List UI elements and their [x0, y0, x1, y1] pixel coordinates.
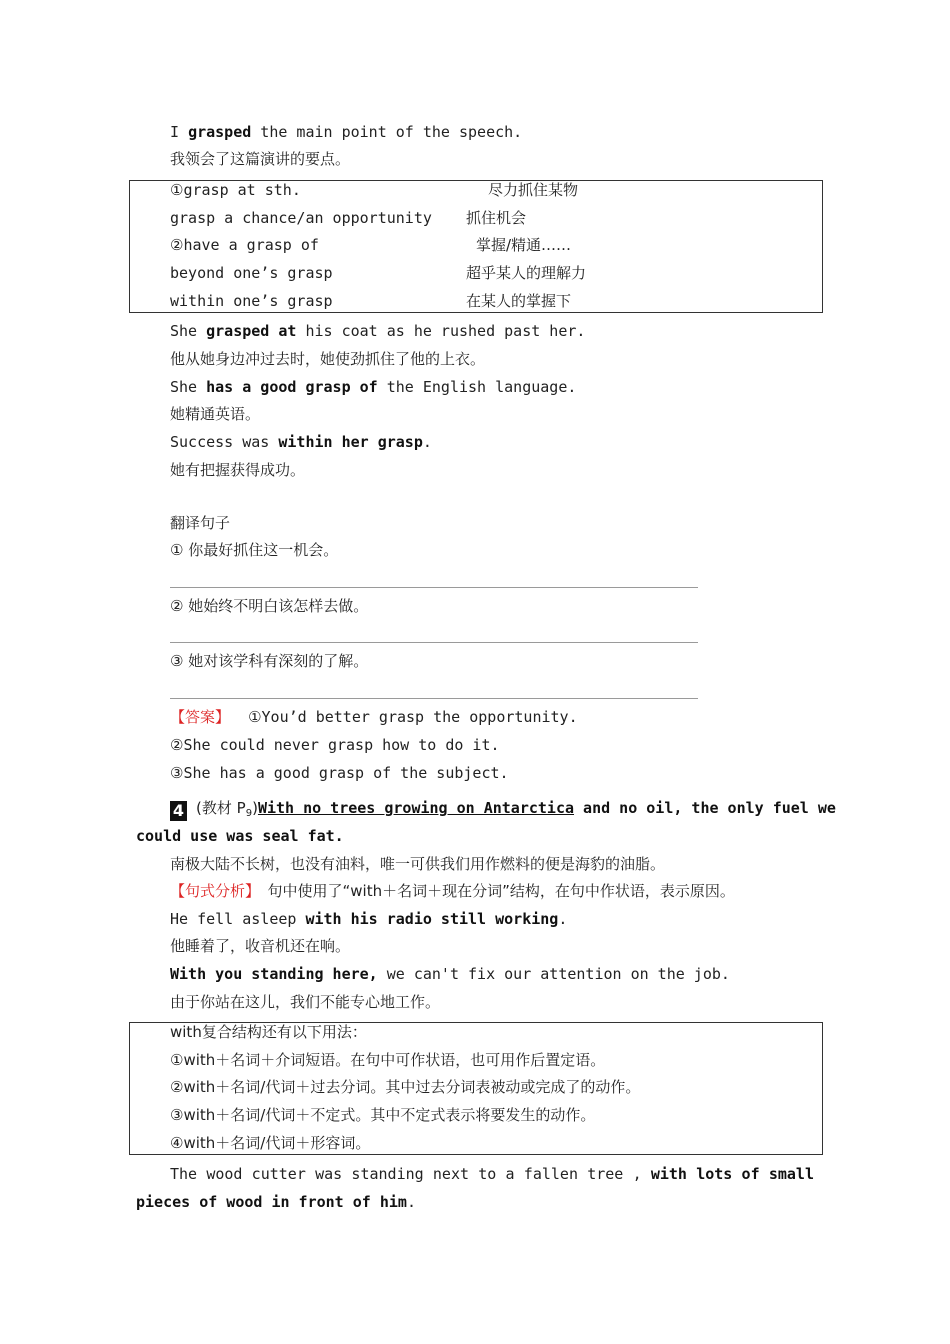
- source-page: 9: [245, 808, 253, 819]
- phrase-cn: 超乎某人的理解力: [466, 264, 587, 282]
- item-number-badge: 4: [170, 801, 187, 821]
- phrase-cn: 掌握/精通……: [476, 236, 572, 254]
- phrase-cn: 尽力抓住某物: [488, 181, 579, 199]
- analysis-text: 句中使用了“with＋名词＋现在分词”结构，在句中作状语，表示原因。: [252, 882, 735, 900]
- text: Success was: [170, 433, 279, 451]
- analysis-line: [170, 878, 735, 905]
- example-translation: 由于你站在这儿，我们不能专心地工作。: [170, 993, 441, 1011]
- phrase-en: ②have a grasp of: [170, 236, 319, 254]
- keyword: grasped: [188, 123, 252, 141]
- keyword: has a good grasp of: [206, 378, 378, 396]
- exercise-title: 翻译句子: [170, 514, 231, 532]
- text: his coat as he rushed past her.: [296, 322, 586, 340]
- phrase-en: ①grasp at sth.: [170, 181, 301, 199]
- text: She: [170, 378, 207, 396]
- answer-blank-line: [170, 698, 698, 699]
- answer-line: [170, 704, 578, 731]
- answer-line: ②She could never grasp how to do it.: [170, 736, 500, 754]
- phrase-en: beyond one’s grasp: [170, 264, 333, 282]
- keyword: With you standing here,: [170, 965, 378, 983]
- keyword: pieces of wood in front of him: [136, 1193, 407, 1211]
- answer-tag: 【答案】: [170, 708, 231, 726]
- keyword: with his radio still working: [305, 910, 559, 928]
- text: we can't fix our attention on the job.: [377, 965, 730, 983]
- text: the main point of the speech.: [251, 123, 523, 141]
- example-sentence: [170, 961, 730, 988]
- item-sentence-cont: [136, 823, 344, 850]
- keyword: grasped at: [206, 322, 297, 340]
- source-ref: [196, 799, 258, 817]
- text: She: [170, 322, 207, 340]
- answer-text: ①You’d better grasp the opportunity.: [248, 708, 578, 726]
- answer-line: ③She has a good grasp of the subject.: [170, 764, 509, 782]
- example-sentence-cont: [136, 1189, 416, 1216]
- example-sentence: [170, 318, 585, 345]
- exercise-question: ② 她始终不明白该怎样去做。: [170, 597, 369, 615]
- text: .: [422, 433, 432, 451]
- source-text: ): [252, 799, 258, 817]
- example-translation: 他睡着了，收音机还在响。: [170, 937, 351, 955]
- example-translation: 她有把握获得成功。: [170, 461, 306, 479]
- example-translation: 她精通英语。: [170, 405, 261, 423]
- usage-row: ①with＋名词＋介词短语。在句中可作状语，也可用作后置定语。: [170, 1051, 606, 1069]
- exercise-question: ① 你最好抓住这一机会。: [170, 541, 339, 559]
- keyword: within her grasp: [278, 433, 423, 451]
- example-sentence: [170, 1161, 814, 1188]
- text: He fell asleep: [170, 910, 306, 928]
- item-translation: 南极大陆不长树，也没有油料，唯一可供我们用作燃料的便是海豹的油脂。: [170, 855, 666, 873]
- example-sentence: [170, 119, 522, 146]
- text: The wood cutter was standing next to a fallen tree ,: [170, 1165, 642, 1183]
- phrase-en: within one’s grasp: [170, 292, 333, 310]
- phrase-en: grasp a chance/an opportunity: [170, 209, 432, 227]
- example-sentence: [170, 906, 567, 933]
- text: I: [170, 123, 189, 141]
- text: the English language.: [377, 378, 577, 396]
- exercise-question: ③ 她对该学科有深刻的了解。: [170, 652, 369, 670]
- sentence-text: and no oil, the only fuel we: [574, 799, 836, 817]
- answer-blank-line: [170, 587, 698, 588]
- keyword: with lots of small: [650, 1165, 814, 1183]
- phrase-cn: 抓住机会: [466, 209, 527, 227]
- analysis-tag: 【句式分析】: [170, 882, 253, 900]
- text: .: [558, 910, 568, 928]
- source-text: (教材 P: [196, 799, 246, 817]
- example-translation: 我领会了这篇演讲的要点。: [170, 150, 351, 168]
- usage-title: with复合结构还有以下用法：: [170, 1023, 367, 1041]
- text: .: [406, 1193, 416, 1211]
- phrase-cn: 在某人的掌握下: [466, 292, 572, 310]
- usage-row: ③with＋名词/代词＋不定式。其中不定式表示将要发生的动作。: [170, 1106, 596, 1124]
- answer-blank-line: [170, 642, 698, 643]
- sentence-text: could use was seal fat.: [136, 827, 344, 845]
- example-sentence: [170, 429, 432, 456]
- key-phrase: With no trees growing on Antarctica: [257, 799, 575, 817]
- example-sentence: [170, 374, 576, 401]
- example-translation: 他从她身边冲过去时，她使劲抓住了他的上衣。: [170, 350, 486, 368]
- usage-row: ②with＋名词/代词＋过去分词。其中过去分词表被动或完成了的动作。: [170, 1078, 641, 1096]
- usage-row: ④with＋名词/代词＋形容词。: [170, 1134, 371, 1152]
